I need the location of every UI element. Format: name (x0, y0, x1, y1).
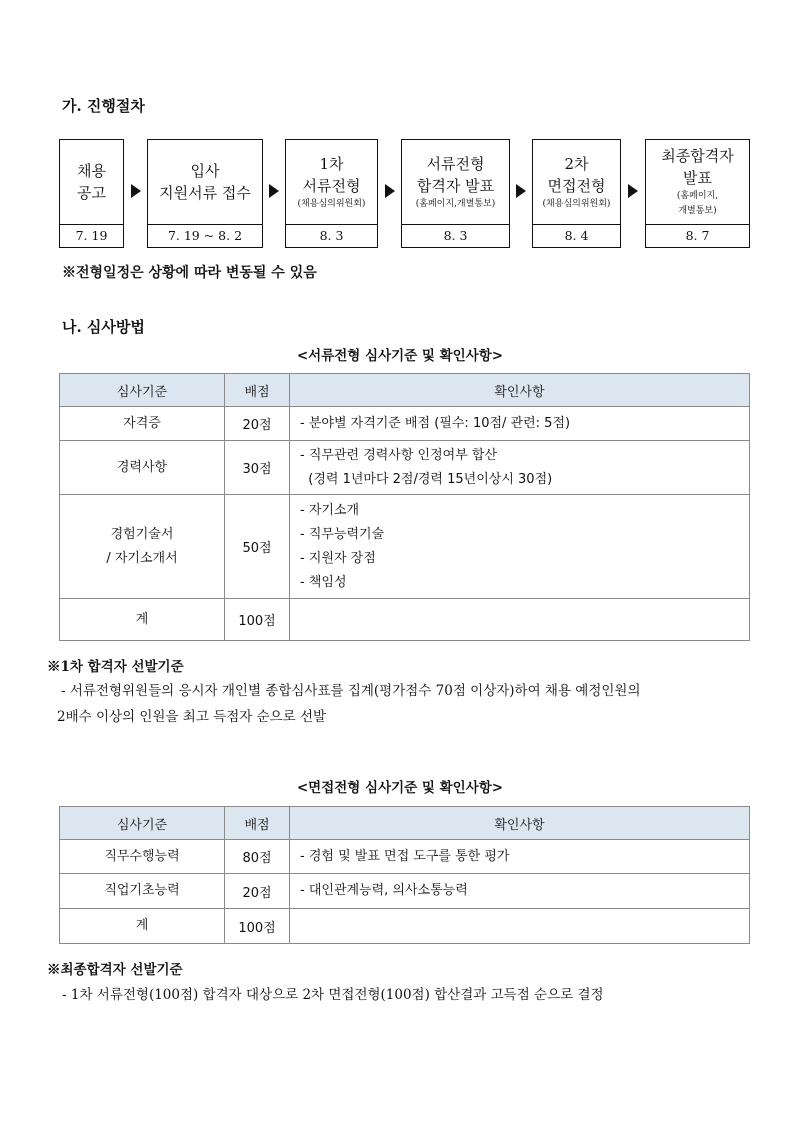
check-item: - 책임성 (300, 574, 347, 590)
check-item: - 지원자 장점 (300, 550, 376, 566)
check-item: - 경험 및 발표 면접 도구를 통한 평가 (300, 848, 510, 864)
process-step-line: 면접전형 (547, 176, 606, 195)
process-step (532, 139, 621, 248)
interview-criteria-table (59, 806, 750, 944)
score-cell: 20점 (225, 407, 290, 441)
process-step-note: 개별통보) (678, 206, 717, 216)
process-step-label (533, 140, 620, 225)
process-step-line: 최종합격자 (661, 147, 734, 165)
header-criterion: 심사기준 (60, 374, 225, 407)
first-pass-line: 2배수 이상의 인원을 최고 득점자 순으로 선발 (57, 709, 327, 725)
interview-table-caption: <면접전형 심사기준 및 확인사항> (296, 780, 504, 796)
criterion-text: 경력사항 (116, 459, 168, 475)
process-step (285, 139, 378, 248)
process-step-note: (채용심의위원회) (542, 198, 611, 209)
score-cell: 30점 (225, 441, 290, 495)
header-criterion: 심사기준 (60, 807, 225, 840)
table-header-row (60, 374, 750, 407)
header-score: 배점 (225, 807, 290, 840)
doc-criteria-table (59, 373, 750, 641)
process-step (147, 139, 263, 248)
process-step-date: 8. 7 (685, 228, 710, 243)
check-items-cell (290, 840, 750, 874)
criterion-text: 직무수행능력 (104, 848, 180, 864)
check-item: - 직무관련 경력사항 인정여부 합산 (300, 447, 498, 463)
final-pass-title: ※최종합격자 선발기준 (47, 962, 183, 978)
table-row (60, 407, 750, 441)
process-step (645, 139, 750, 248)
criterion-text: 직업기초능력 (104, 883, 180, 898)
table-row (60, 599, 750, 641)
check-items-cell (290, 407, 750, 441)
table-row (60, 874, 750, 909)
score-cell: 80점 (225, 840, 290, 874)
criterion-text: / 자기소개서 (106, 550, 178, 566)
arrow-right-icon (628, 184, 638, 198)
process-step (59, 139, 124, 248)
final-pass-text: - 1차 서류전형(100점) 합격자 대상으로 2차 면접전형(100점) 합산결과 고득점 순으로 결정 (62, 987, 604, 1003)
check-item: - 대인관계능력, 의사소통능력 (300, 883, 468, 898)
arrow-right-icon (516, 184, 526, 198)
process-step-note: (홈페이지,개별통보) (415, 198, 496, 209)
criterion-cell (60, 874, 225, 909)
table-header-row (60, 807, 750, 840)
criterion-cell (60, 495, 225, 599)
section-b-title: 나. 심사방법 (62, 318, 145, 336)
check-item: - 자기소개 (300, 502, 360, 518)
process-step-date: 8. 4 (564, 228, 589, 243)
table-row (60, 495, 750, 599)
table-row (60, 441, 750, 495)
check-item: (경력 1년마다 2점/경력 15년이상시 30점) (300, 471, 553, 487)
criterion-cell (60, 599, 225, 641)
first-pass-line: - 서류전형위원들의 응시자 개인별 종합심사표를 집계(평가점수 70점 이상자)하여 채용 예정인원의 (61, 683, 641, 699)
process-step-date: 8. 3 (443, 228, 468, 243)
score-cell: 100점 (225, 599, 290, 641)
process-step-label (646, 140, 749, 225)
process-step-label (286, 140, 377, 225)
criterion-text: 자격증 (123, 415, 161, 431)
doc-table-caption: <서류전형 심사기준 및 확인사항> (296, 348, 504, 364)
header-check: 확인사항 (290, 374, 750, 407)
criterion-text: 계 (135, 611, 149, 627)
process-step-label (148, 140, 262, 225)
check-item: - 분야별 자격기준 배점 (필수: 10점/ 관련: 5점) (300, 415, 571, 431)
check-items-cell (290, 441, 750, 495)
score-cell: 20점 (225, 874, 290, 909)
check-item: - 직무능력기술 (300, 526, 385, 542)
process-step-line: 1차 (319, 154, 344, 173)
schedule-note: ※전형일정은 상황에 따라 변동될 수 있음 (62, 265, 317, 281)
first-pass-title: ※1차 합격자 선발기준 (47, 659, 184, 675)
process-step-line: 서류전형 (426, 154, 485, 173)
check-items-cell (290, 599, 750, 641)
process-step-date: 8. 3 (319, 228, 344, 243)
process-step-line: 합격자 발표 (416, 176, 495, 195)
header-score: 배점 (225, 374, 290, 407)
process-step-line: 서류전형 (302, 176, 361, 195)
criterion-text: 계 (135, 918, 149, 933)
table-row (60, 840, 750, 874)
process-step-line: 입사 (190, 162, 220, 180)
process-step-line: 채용 (77, 162, 106, 180)
first-pass-text (57, 678, 787, 730)
process-step (401, 139, 510, 248)
section-a-title: 가. 진행절차 (62, 97, 145, 115)
score-cell: 100점 (225, 909, 290, 944)
process-step-line: 발표 (683, 169, 712, 187)
table-row (60, 909, 750, 944)
criterion-text: 경험기술서 (110, 526, 174, 542)
check-items-cell (290, 874, 750, 909)
check-items-cell (290, 495, 750, 599)
criterion-cell (60, 909, 225, 944)
criterion-cell (60, 441, 225, 495)
process-step-label (402, 140, 509, 225)
arrow-right-icon (269, 184, 279, 198)
arrow-right-icon (131, 184, 141, 198)
arrow-right-icon (385, 184, 395, 198)
process-step-line: 지원서류 접수 (159, 184, 251, 202)
header-check: 확인사항 (290, 807, 750, 840)
process-step-line: 공고 (77, 184, 106, 202)
criterion-cell (60, 840, 225, 874)
check-items-cell (290, 909, 750, 944)
process-step-label (60, 140, 123, 225)
process-step-line: 2차 (564, 154, 589, 173)
score-cell: 50점 (225, 495, 290, 599)
process-step-note: (홈페이지, (676, 191, 719, 201)
process-step-date: 7. 19 ~ 8. 2 (167, 228, 243, 243)
process-step-date: 7. 19 (75, 228, 108, 243)
criterion-cell (60, 407, 225, 441)
process-step-note: (채용심의위원회) (297, 198, 366, 209)
